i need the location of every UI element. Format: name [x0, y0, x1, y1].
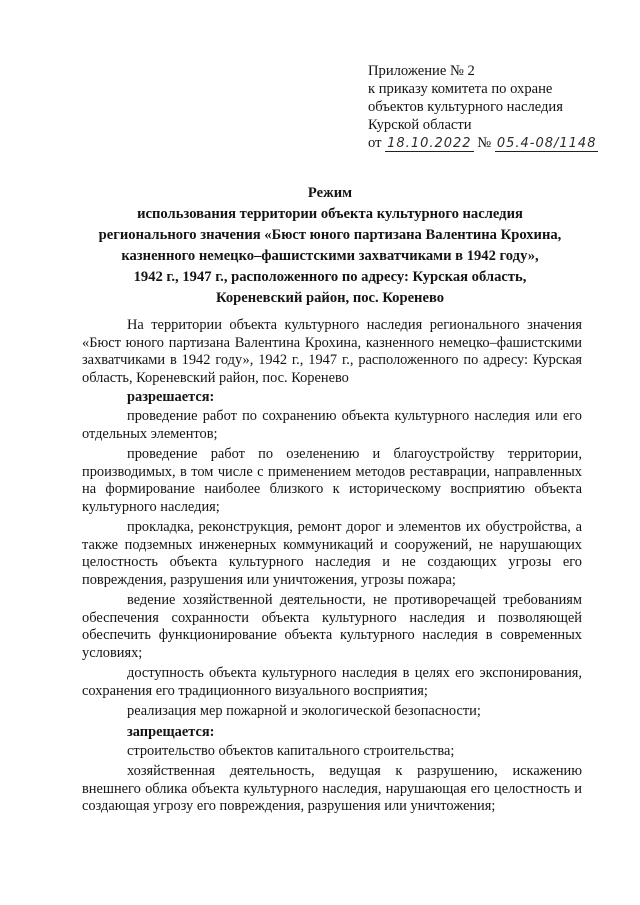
- handwritten-date: 18.10.2022: [387, 136, 472, 151]
- allowed-item: ведение хозяйственной деятельности, не противоречащей требованиям обеспечения сохранности объекта культурного наследия и позволяющей обеспечить функционирование объекта культурного наследия в современных условиях;: [82, 592, 582, 661]
- allowed-item: реализация мер пожарной и экологической безопасности;: [127, 703, 481, 719]
- title-line-6: Кореневский район, пос. Коренево: [215, 290, 445, 306]
- appendix-header: [368, 62, 618, 153]
- forbidden-item: строительство объектов капитального строительства;: [127, 742, 455, 759]
- title-line-4: казненного немецко–фашистскими захватчиками в 1942 году»,: [121, 248, 539, 264]
- from-prefix: от: [368, 135, 382, 151]
- allowed-item: проведение работ по озеленению и благоустройству территории, производимых, в том числе с применением методов реставрации, направленных на формирование наиболее близкого к историческому восприятию объекта культурного наследия;: [82, 446, 582, 515]
- intro-paragraph: На территории объекта культурного наследия регионального значения «Бюст юного партизана Валентина Крохина, казненного немецко–фашистскими захватчиками в 1942 году», 1942 г., 1947 г., расположенного по адресу: Курская область, Кореневский район, пос. Коренево: [82, 317, 582, 386]
- order-reference: к приказу комитета по охране: [368, 81, 553, 97]
- allowed-item: прокладка, реконструкция, ремонт дорог и элементов их обустройства, а также подземных инженерных коммуникаций и сооружений, не нарушающих целостность объекта культурного наследия и не создающих угрозы его повреждения, разрушения или уничтожения, угрозы пожара;: [82, 519, 582, 588]
- allowed-item: проведение работ по сохранению объекта культурного наследия или его отдельных элементов;: [82, 408, 582, 442]
- allowed-label: разрешается:: [127, 389, 215, 405]
- document-body: [82, 317, 582, 819]
- forbidden-item: хозяйственная деятельность, ведущая к разрушению, искажению внешнего облика объекта культурного наследия, нарушающая его целостность и создающая угрозу его повреждения, разрушения или уничтожения;: [82, 763, 582, 814]
- title-line-2: использования территории объекта культурного наследия: [137, 206, 523, 222]
- order-date-number: [368, 134, 618, 153]
- forbidden-label: запрещается:: [127, 723, 215, 740]
- handwritten-order-number: 05.4-08/1148: [496, 136, 597, 151]
- title-line-1: Режим: [307, 185, 353, 201]
- region-name: Курской области: [368, 117, 472, 133]
- title-line-3: регионального значения «Бюст юного партизана Валентина Крохина,: [98, 227, 562, 243]
- appendix-number: Приложение № 2: [368, 63, 475, 79]
- title-line-5: 1942 г., 1947 г., расположенного по адресу: Курская область,: [133, 269, 527, 285]
- document-title: [60, 183, 600, 309]
- number-sign: №: [477, 135, 492, 151]
- committee-name: объектов культурного наследия: [368, 99, 563, 115]
- allowed-item: доступность объекта культурного наследия в целях его экспонирования, сохранения его традиционного визуального восприятия;: [82, 665, 582, 699]
